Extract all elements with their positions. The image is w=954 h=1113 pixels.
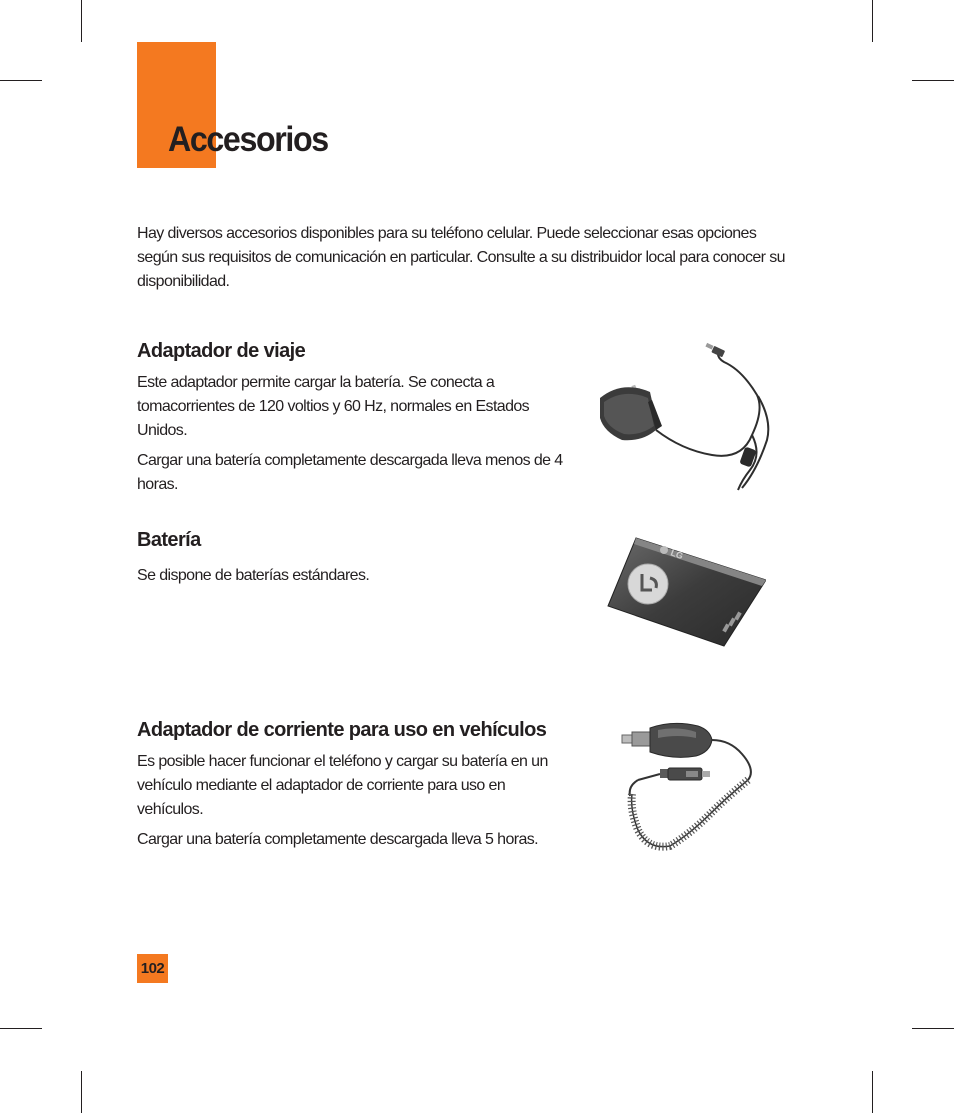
car-charger-image xyxy=(618,718,758,853)
section-paragraph: Es posible hacer funcionar el teléfono y cargar su batería en un vehículo mediante el adaptador de corriente para uso en vehículos. xyxy=(137,753,548,818)
crop-mark xyxy=(912,80,954,81)
section-paragraph: Este adaptador permite cargar la batería. Se conecta a tomacorrientes de 120 voltios y 60 Hz, normales en Estados Unidos. xyxy=(137,374,530,439)
section-paragraph: Cargar una batería completamente descargada lleva menos de 4 horas. xyxy=(137,452,563,493)
crop-mark xyxy=(872,0,873,42)
crop-mark xyxy=(872,1071,873,1113)
page-number: 102 xyxy=(137,954,168,983)
page-title: Accesorios xyxy=(168,120,328,159)
intro-paragraph: Hay diversos accesorios disponibles para su teléfono celular. Puede seleccionar esas opciones según sus requisitos de comunicación en particular. Consulte a su distribuidor local para conocer su disponibilidad. xyxy=(137,225,785,290)
section-paragraph: Se dispone de baterías estándares. xyxy=(137,567,370,584)
section-heading: Batería xyxy=(137,529,201,551)
section-heading: Adaptador de corriente para uso en vehículos xyxy=(137,719,547,741)
crop-mark xyxy=(0,1028,42,1029)
battery-logo-text: LG xyxy=(669,547,685,562)
section-travel-adapter xyxy=(137,338,577,503)
battery-image xyxy=(606,528,766,650)
crop-mark xyxy=(81,1071,82,1113)
section-heading: Adaptador de viaje xyxy=(137,340,306,362)
crop-mark xyxy=(0,80,42,81)
section-battery xyxy=(137,527,577,594)
travel-charger-image xyxy=(592,340,784,495)
section-vehicle-adapter xyxy=(137,717,557,858)
crop-mark xyxy=(81,0,82,42)
section-paragraph: Cargar una batería completamente descargada lleva 5 horas. xyxy=(137,831,539,848)
crop-mark xyxy=(912,1028,954,1029)
